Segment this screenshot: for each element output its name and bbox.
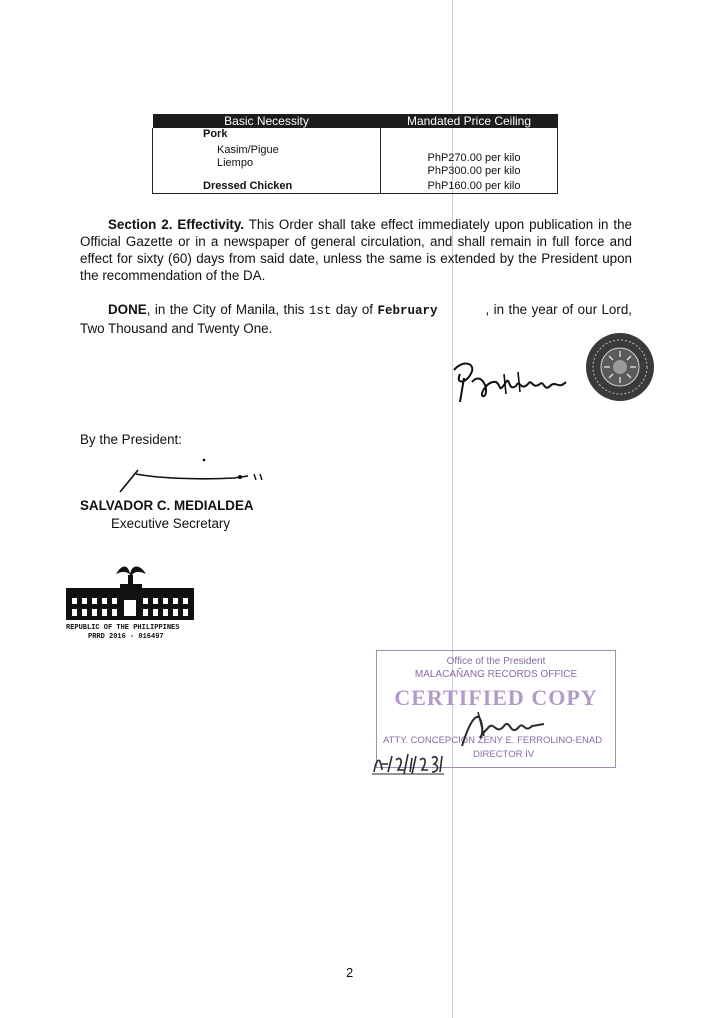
done-text-b: day of — [331, 302, 378, 317]
table-header-row — [153, 114, 558, 128]
done-paragraph — [80, 301, 632, 337]
stamp-signature — [458, 706, 548, 750]
category-chicken: Dressed Chicken — [203, 180, 293, 192]
secretary-name: SALVADOR C. MEDIALDEA — [80, 498, 254, 513]
chicken-price-cell — [381, 178, 558, 194]
logo-caption-republic: REPUBLIC OF THE PHILIPPINES — [66, 624, 180, 632]
done-text-a: , in the City of Manila, this — [146, 302, 309, 317]
page-number: 2 — [346, 965, 354, 980]
logo-caption-code: PRRD 2016 - 016497 — [88, 633, 164, 641]
done-lead: DONE — [108, 302, 147, 317]
stamp-officer-position: DIRECTOR IV — [473, 749, 535, 760]
president-signature — [446, 352, 576, 412]
chicken-cell — [153, 178, 381, 194]
header-basic-necessity: Basic Necessity — [153, 114, 381, 128]
header-price-ceiling: Mandated Price Ceiling — [381, 114, 558, 128]
handwritten-date-mark — [370, 750, 446, 776]
secretary-title: Executive Secretary — [111, 516, 231, 531]
pork-cell — [153, 128, 381, 178]
secretary-signature — [116, 456, 276, 496]
pork-price-cell — [381, 128, 558, 178]
done-month: February — [377, 304, 438, 318]
category-pork: Pork — [203, 128, 228, 140]
table-row — [153, 128, 558, 178]
done-text-c: , in the year of our Lord, Two Thousand and Twenty One. — [80, 302, 633, 336]
malacanang-palace-logo-icon — [64, 562, 196, 622]
stamp-certified-copy: CERTIFIED COPY — [394, 685, 598, 710]
stamp-officer-name: ATTY. CONCEPCION ZENY E. FERROLINO-ENAD — [383, 735, 603, 746]
price-ceiling-table — [152, 114, 558, 194]
price-kasim: PhP270.00 per kilo — [427, 152, 521, 164]
item-liempo: Liempo — [217, 157, 254, 169]
section-2-paragraph — [80, 216, 632, 284]
done-day: 1st — [308, 304, 332, 318]
price-liempo: PhP300.00 per kilo — [427, 165, 521, 177]
price-chicken: PhP160.00 per kilo — [427, 180, 521, 192]
presidential-seal-icon — [584, 331, 656, 403]
by-the-president-label: By the President: — [80, 432, 182, 447]
stamp-office: Office of the President — [446, 656, 546, 667]
section-2-text: This Order shall take effect immediately upon publication in the Official Gazette or in a newspaper of general circulation, and shall remain in full force and effect for sixty (60) days from said date, unless the same is extended by the President upon the recommendation of the DA. — [80, 217, 633, 283]
logo-caption — [66, 624, 179, 642]
stamp-records-office: MALACAÑANG RECORDS OFFICE — [414, 669, 578, 680]
item-kasim: Kasim/Pigue — [217, 144, 279, 156]
table-row — [153, 178, 558, 194]
section-2-heading: Section 2. Effectivity. — [108, 217, 245, 232]
